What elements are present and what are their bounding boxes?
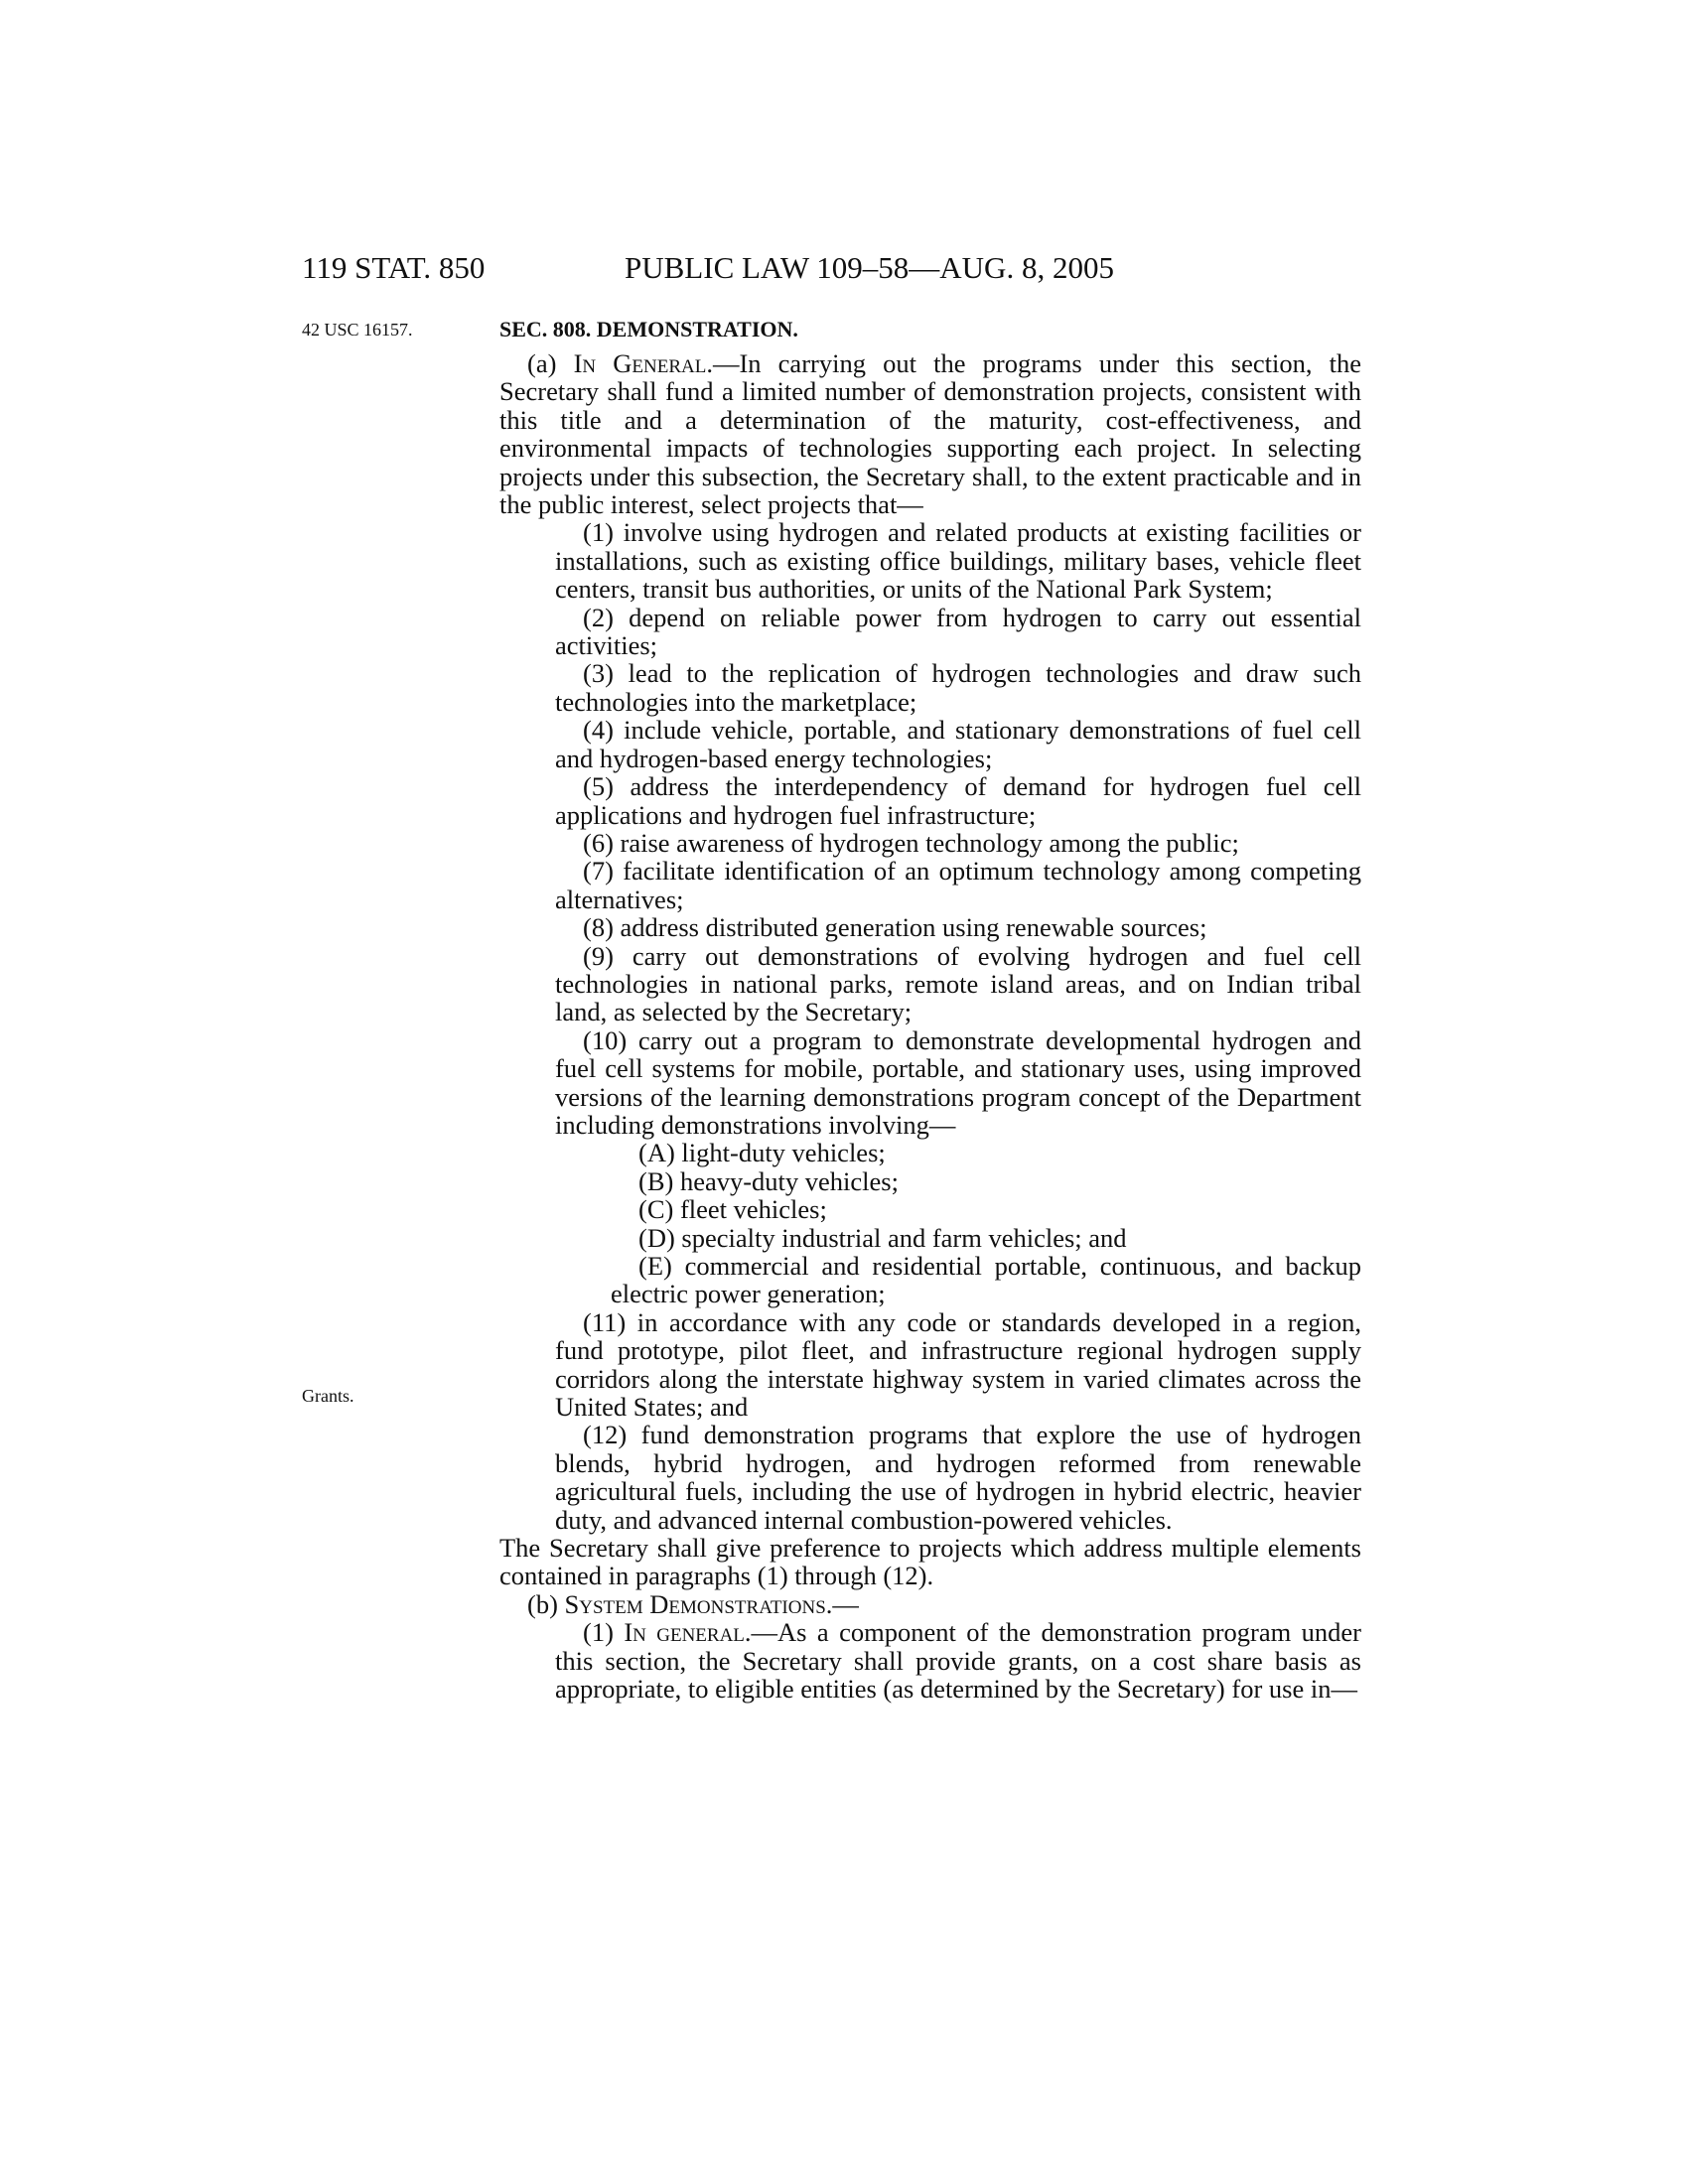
section-body bbox=[499, 349, 1361, 1704]
subparagraph-a: (A) light-duty vehicles; bbox=[638, 1138, 886, 1168]
statute-page-number: 119 STAT. 850 bbox=[302, 250, 486, 285]
paragraph-6: (6) raise awareness of hydrogen technology among the public; bbox=[583, 827, 1239, 858]
subsection-b-paragraph-1: (1) In general.—As a component of the demonstration program under this section, the Secretary shall provide grants, on a cost share basis as appropriate, to eligible entities (as determined by the Secretary) for use in— bbox=[555, 1617, 1361, 1705]
subsection-a: (a) In General.—In carrying out the programs under this section, the Secretary shall fund a limited number of demonstration projects, consistent with this title and a determination of the maturity, cost-effectiveness, and environmental impacts of technologies supporting each project. In selecting projects under this subsection, the Secretary shall, to the extent practicable and in the public interest, select projects that— bbox=[499, 348, 1361, 520]
paragraph-7: (7) facilitate identification of an optimum technology among competing alternatives; bbox=[555, 856, 1361, 914]
subsection-a-caption: In General bbox=[573, 348, 707, 378]
paragraph-9: (9) carry out demonstrations of evolving hydrogen and fuel cell technologies in national parks, remote island areas, and on Indian tribal land, as selected by the Secretary; bbox=[555, 940, 1361, 1027]
margin-note-grants: Grants. bbox=[302, 1386, 354, 1406]
subsection-b1-caption: In general bbox=[624, 1617, 745, 1648]
paragraph-3: (3) lead to the replication of hydrogen technologies and draw such technologies into the marketplace; bbox=[555, 658, 1361, 717]
subparagraph-d: (D) specialty industrial and farm vehicles; and bbox=[638, 1222, 1127, 1253]
subparagraph-b: (B) heavy-duty vehicles; bbox=[638, 1165, 899, 1196]
closing-sentence: The Secretary shall give preference to projects which address multiple elements contained in paragraphs (1) through (12). bbox=[499, 1533, 1361, 1591]
paragraph-10: (10) carry out a program to demonstrate developmental hydrogen and fuel cell systems for mobile, portable, and stationary uses, using improved versions of the learning demonstrations program concept of the Department including demonstrations involving— bbox=[555, 1024, 1361, 1140]
paragraph-11: (11) in accordance with any code or standards developed in a region, fund prototype, pilot fleet, and infrastructure regional hydrogen supply corridors along the interstate highway system in varied climates across the United States; and bbox=[555, 1306, 1361, 1423]
subparagraph-e: (E) commercial and residential portable, continuous, and backup electric power generation; bbox=[611, 1251, 1361, 1309]
paragraph-5: (5) address the interdependency of demand for hydrogen fuel cell applications and hydrogen fuel infrastructure; bbox=[555, 771, 1361, 830]
subsection-b: (b) System Demonstrations.— bbox=[527, 1588, 859, 1619]
paragraph-2: (2) depend on reliable power from hydrogen to carry out essential activities; bbox=[555, 602, 1361, 661]
paragraph-4: (4) include vehicle, portable, and stationary demonstrations of fuel cell and hydrogen-based energy technologies; bbox=[555, 715, 1361, 773]
paragraph-8: (8) address distributed generation using renewable sources; bbox=[583, 912, 1207, 943]
subsection-b-caption: System Demonstrations bbox=[564, 1588, 826, 1619]
subparagraph-c: (C) fleet vehicles; bbox=[638, 1194, 827, 1225]
paragraph-12: (12) fund demonstration programs that explore the use of hydrogen blends, hybrid hydrogen, and hydrogen reformed from renewable agricultural fuels, including the use of hydrogen in hybrid electric, heavier duty, and advanced internal combustion-powered vehicles. bbox=[555, 1420, 1361, 1535]
margin-note-usc: 42 USC 16157. bbox=[302, 320, 413, 340]
section-heading: SEC. 808. DEMONSTRATION. bbox=[499, 317, 798, 341]
public-law-title: PUBLIC LAW 109–58—AUG. 8, 2005 bbox=[625, 250, 1114, 285]
paragraph-1: (1) involve using hydrogen and related products at existing facilities or installations, such as existing office buildings, military bases, vehicle fleet centers, transit bus authorities, or units of the National Park System; bbox=[555, 517, 1361, 605]
running-header bbox=[302, 248, 1366, 288]
